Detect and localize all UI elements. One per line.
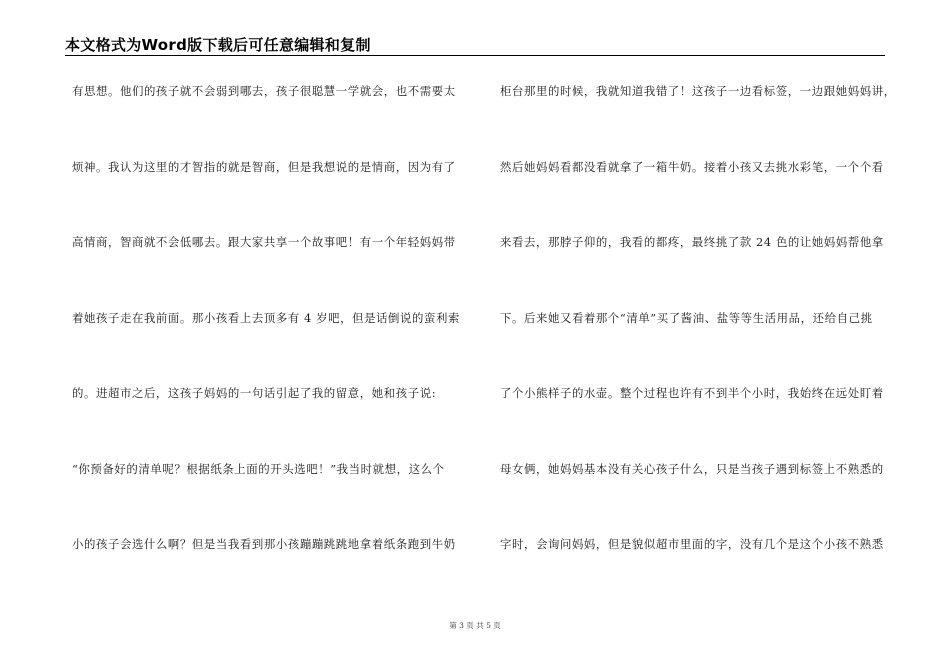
- page-number: 第 3 页 共 5 页: [449, 621, 501, 630]
- text-line: 字时，会询问妈妈，但是貌似超市里面的字，没有几个是这个小孩不熟悉: [500, 537, 884, 551]
- text-line: 了个小熊样子的水壶。整个过程也许有不到半个小时，我始终在远处盯着: [500, 386, 884, 400]
- text-line: 的。进超市之后，这孩子妈妈的一句话引起了我的留意，她和孩子说:: [72, 386, 437, 400]
- header-divider: [65, 55, 885, 56]
- text-line: 小的孩子会选什么啊？但是当我看到那小孩蹦蹦跳跳地拿着纸条跑到牛奶: [72, 537, 456, 551]
- text-line: 高情商，智商就不会低哪去。跟大家共享一个故事吧！有一个年轻妈妈带: [72, 235, 456, 249]
- text-line: 然后她妈妈看都没看就拿了一箱牛奶。接着小孩又去挑水彩笔，一个个看: [500, 159, 884, 174]
- right-text-column: [500, 84, 895, 613]
- text-line: 有思想。他们的孩子就不会弱到哪去，孩子很聪慧一学就会，也不需要太: [72, 84, 456, 98]
- text-line: 下。后来她又看着那个“清单”买了酱油、盐等等生活用品，还给自己挑: [500, 310, 873, 325]
- text-line: 母女俩，她妈妈基本没有关心孩子什么，只是当孩子遇到标签上不熟悉的: [500, 461, 884, 476]
- text-line: 烦神。我认为这里的才智指的就是智商，但是我想说的是情商，因为有了: [72, 159, 456, 174]
- text-line: 来看去，那脖子仰的，我看的都疼，最终挑了款 24 色的让她妈妈帮他拿: [500, 235, 884, 249]
- left-text-column: [72, 84, 472, 613]
- text-line: “你预备好的清单呢？根据纸条上面的开头选吧！”我当时就想，这么个: [72, 461, 445, 476]
- document-header-title: 本文格式为Word版下载后可任意编辑和复制: [65, 36, 371, 54]
- text-line: 柜台那里的时候，我就知道我错了！这孩子一边看标签，一边跟她妈妈讲，: [500, 84, 896, 98]
- text-line: 着她孩子走在我前面。那小孩看上去顶多有 4 岁吧，但是话倒说的蛮利索: [72, 310, 460, 325]
